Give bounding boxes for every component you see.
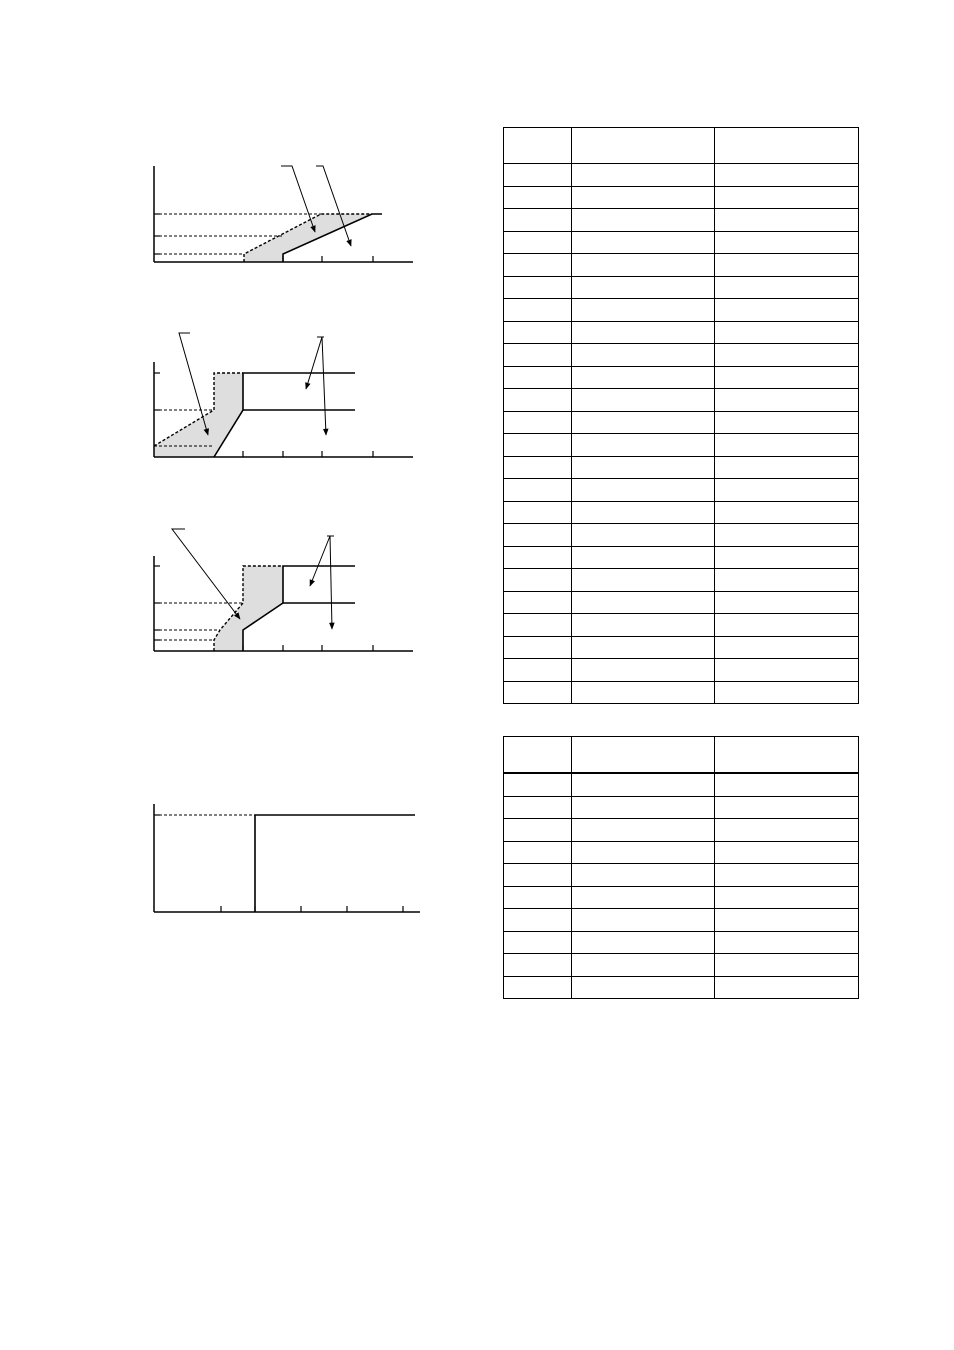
table-cell (572, 931, 715, 954)
table-cell (504, 186, 572, 209)
table-row (504, 841, 859, 864)
table-row (504, 864, 859, 887)
table-cell (504, 773, 572, 796)
table-cell (504, 321, 572, 344)
table-row (504, 659, 859, 682)
table-cell (504, 819, 572, 842)
table-row (504, 231, 859, 254)
table-cell (504, 909, 572, 932)
table-cell (572, 976, 715, 999)
table-cell (572, 254, 715, 277)
shaded-band (154, 373, 243, 457)
table-cell (715, 209, 859, 232)
table-cell (715, 864, 859, 887)
callout-leader (306, 337, 322, 389)
table-cell (504, 456, 572, 479)
table-cell (715, 479, 859, 502)
table-cell (504, 796, 572, 819)
table-cell (504, 389, 572, 412)
table-row (504, 321, 859, 344)
table-cell (572, 456, 715, 479)
table-2 (503, 736, 859, 999)
table-cell (504, 659, 572, 682)
table-cell (715, 344, 859, 367)
table-cell (572, 411, 715, 434)
table-cell (572, 886, 715, 909)
callout-leader (179, 333, 208, 435)
table-cell (572, 819, 715, 842)
table-cell (504, 614, 572, 637)
table-row (504, 636, 859, 659)
table-cell (504, 479, 572, 502)
table-cell (504, 254, 572, 277)
table-cell (572, 614, 715, 637)
table-header-cell (715, 737, 859, 774)
table-cell (504, 501, 572, 524)
table-cell (715, 254, 859, 277)
table-cell (715, 231, 859, 254)
table-row (504, 434, 859, 457)
table-cell (715, 886, 859, 909)
table-cell (572, 681, 715, 704)
table-cell (715, 569, 859, 592)
table-cell (572, 299, 715, 322)
table-cell (504, 886, 572, 909)
table-cell (504, 954, 572, 977)
table-cell (572, 501, 715, 524)
table-cell (715, 164, 859, 187)
graph-1 (154, 166, 413, 262)
graph-4 (154, 804, 420, 912)
table-cell (572, 659, 715, 682)
table-cell (715, 456, 859, 479)
table-cell (504, 931, 572, 954)
table-cell (504, 344, 572, 367)
table-cell (572, 841, 715, 864)
table-cell (572, 366, 715, 389)
table-cell (504, 636, 572, 659)
table-cell (504, 299, 572, 322)
table-cell (572, 909, 715, 932)
table-cell (715, 299, 859, 322)
table-cell (504, 864, 572, 887)
table-row (504, 209, 859, 232)
table-row (504, 796, 859, 819)
table-cell (715, 434, 859, 457)
callout-leader (172, 529, 240, 619)
table-cell (504, 841, 572, 864)
table-cell (572, 344, 715, 367)
table-header-row (504, 737, 859, 774)
shaded-band (214, 566, 283, 651)
table-cell (715, 411, 859, 434)
table-row (504, 276, 859, 299)
table-cell (572, 546, 715, 569)
table-cell (715, 276, 859, 299)
table-cell (572, 389, 715, 412)
table-row (504, 389, 859, 412)
table-cell (572, 796, 715, 819)
table-row (504, 524, 859, 547)
table-row (504, 591, 859, 614)
graph-2 (154, 333, 413, 457)
table-cell (715, 636, 859, 659)
table-row (504, 479, 859, 502)
callout-leader (310, 536, 330, 586)
table-cell (572, 864, 715, 887)
table-cell (572, 186, 715, 209)
table-cell (504, 524, 572, 547)
table-row (504, 186, 859, 209)
table-cell (572, 231, 715, 254)
table-row (504, 569, 859, 592)
graph-3 (154, 529, 413, 651)
table-cell (504, 366, 572, 389)
table-cell (572, 636, 715, 659)
table-cell (572, 209, 715, 232)
table-cell (715, 976, 859, 999)
table-row (504, 501, 859, 524)
table-row (504, 954, 859, 977)
table-cell (715, 546, 859, 569)
table-row (504, 773, 859, 796)
table-cell (504, 276, 572, 299)
table-cell (715, 819, 859, 842)
step-line (255, 815, 415, 912)
table-cell (715, 501, 859, 524)
table-cell (504, 591, 572, 614)
table-row (504, 546, 859, 569)
table-row (504, 456, 859, 479)
table-header-cell (572, 128, 715, 164)
table-cell (572, 479, 715, 502)
table-cell (715, 321, 859, 344)
table-row (504, 819, 859, 842)
table-cell (504, 411, 572, 434)
table-cell (572, 524, 715, 547)
table-row (504, 254, 859, 277)
table-cell (715, 366, 859, 389)
table-row (504, 366, 859, 389)
table-row (504, 614, 859, 637)
table-row (504, 344, 859, 367)
table-header-cell (572, 737, 715, 774)
table-cell (715, 931, 859, 954)
table-cell (715, 389, 859, 412)
table-cell (572, 954, 715, 977)
table-1 (503, 127, 859, 704)
table-cell (715, 524, 859, 547)
table-row (504, 681, 859, 704)
table-cell (504, 434, 572, 457)
table-cell (715, 954, 859, 977)
table-cell (504, 164, 572, 187)
table-cell (572, 164, 715, 187)
table-header-row (504, 128, 859, 164)
callout-leader (330, 536, 332, 629)
table-cell (572, 276, 715, 299)
table-cell (504, 569, 572, 592)
table-header-cell (715, 128, 859, 164)
table-cell (572, 591, 715, 614)
table-row (504, 411, 859, 434)
table-cell (504, 546, 572, 569)
table-header-cell (504, 737, 572, 774)
callout-leader (322, 337, 326, 435)
table-cell (572, 773, 715, 796)
shaded-band (244, 214, 372, 262)
table-row (504, 976, 859, 999)
table-row (504, 909, 859, 932)
table-cell (715, 841, 859, 864)
table-cell (504, 976, 572, 999)
table-cell (715, 909, 859, 932)
table-cell (504, 231, 572, 254)
table-cell (715, 773, 859, 796)
table-cell (715, 796, 859, 819)
table-header-cell (504, 128, 572, 164)
table-cell (572, 321, 715, 344)
table-cell (715, 659, 859, 682)
table-row (504, 164, 859, 187)
table-cell (504, 209, 572, 232)
table-row (504, 886, 859, 909)
table-cell (715, 681, 859, 704)
table-row (504, 299, 859, 322)
table-cell (715, 591, 859, 614)
table-cell (715, 186, 859, 209)
table-row (504, 931, 859, 954)
table-cell (572, 434, 715, 457)
table-cell (504, 681, 572, 704)
table-cell (572, 569, 715, 592)
table-cell (715, 614, 859, 637)
